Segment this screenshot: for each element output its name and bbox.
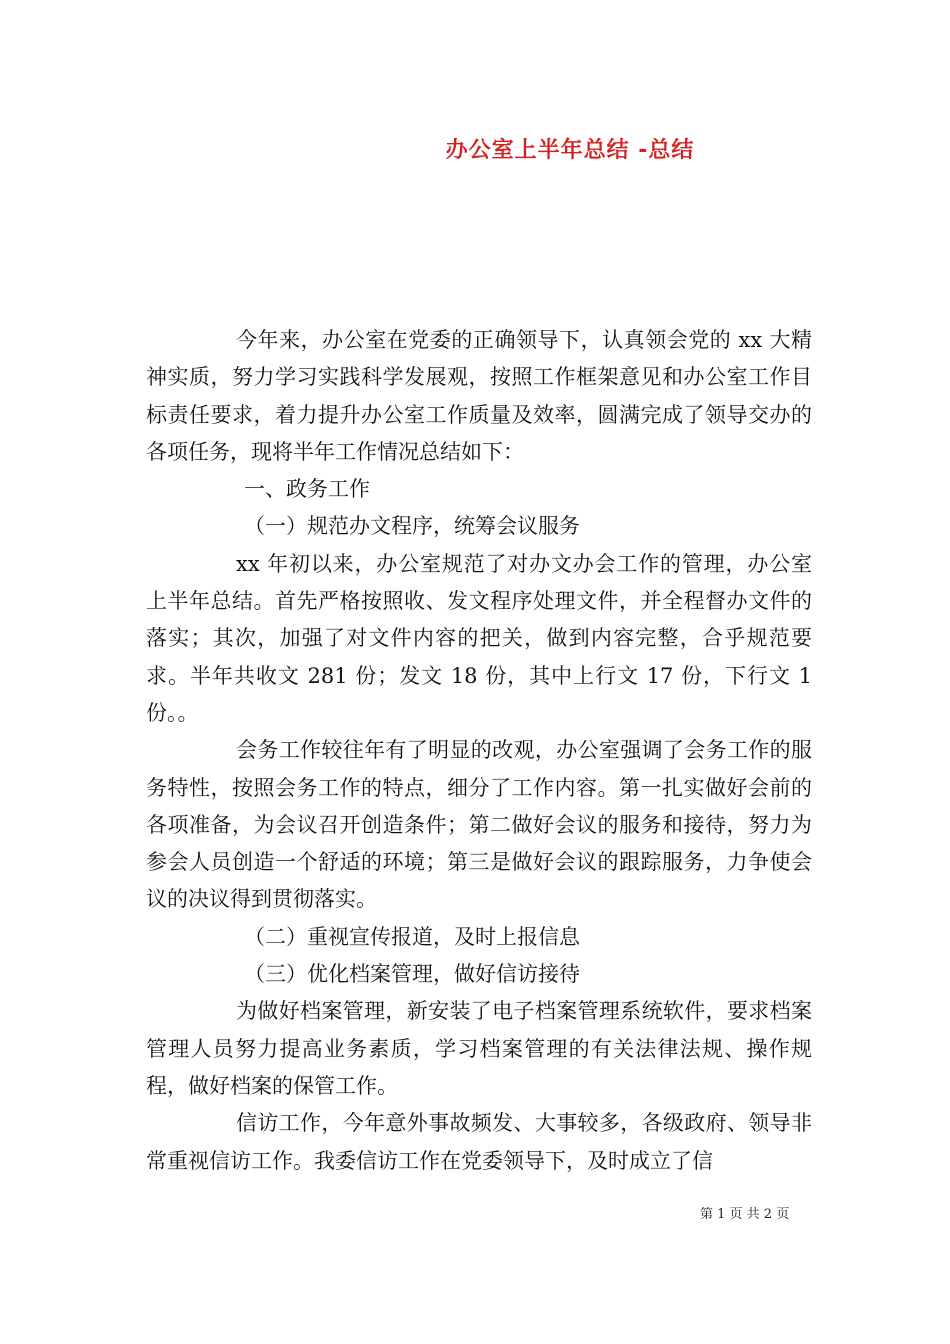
- page-footer: 第 1 页 共 2 页: [700, 1207, 790, 1222]
- section-heading: 一、政务工作: [244, 477, 370, 502]
- archive-paragraph: 为做好档案管理，新安装了电子档案管理系统软件，要求档案管理人员努力提高业务素质，学习档案管理的有关法律法规、操作规程，做好档案的保管工作。: [146, 999, 812, 1098]
- subsection-heading: （二）重视宣传报道，及时上报信息: [244, 924, 580, 949]
- petition-paragraph: 信访工作，今年意外事故频发、大事较多，各级政府、领导非常重视信访工作。我委信访工作在党委领导下，及时成立了信: [146, 1111, 812, 1173]
- document-handling-paragraph: xx 年初以来，办公室规范了对办文办会工作的管理，办公室上半年总结。首先严格按照收、发文程序处理文件，并全程督办文件的落实；其次，加强了对文件内容的把关，做到内容完整，合乎规范要求。半年共收文 281 份；发文 18 份，其中上行文 17 份，下行文 1 份。。: [146, 551, 812, 725]
- intro-paragraph: 今年来，办公室在党委的正确领导下，认真领会党的 xx 大精神实质，努力学习实践科学发展观，按照工作框架意见和办公室工作目标责任要求，着力提升办公室工作质量及效率，圆满完成了领导交办的各项任务，现将半年工作情况总结如下：: [146, 328, 812, 464]
- subsection-heading: （三）优化档案管理，做好信访接待: [244, 962, 580, 987]
- meeting-service-paragraph: 会务工作较往年有了明显的改观，办公室强调了会务工作的服务特性，按照会务工作的特点，细分了工作内容。第一扎实做好会前的各项准备，为会议召开创造条件；第二做好会议的服务和接待，努力为参会人员创造一个舒适的环境；第三是做好会议的跟踪服务，力争使会议的决议得到贯彻落实。: [146, 738, 812, 912]
- document-body: [146, 322, 812, 1180]
- page-title: 办公室上半年总结 -总结: [445, 138, 695, 163]
- subsection-heading: （一）规范办文程序，统筹会议服务: [244, 514, 580, 539]
